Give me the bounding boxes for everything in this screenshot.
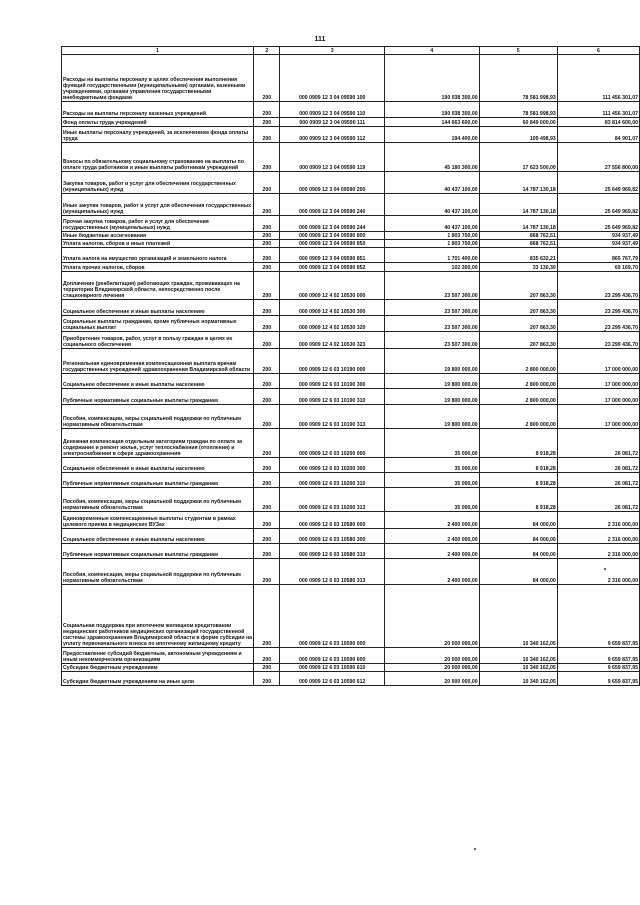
row-budget-code: 000 0909 12 6 03 10590 612 <box>280 672 385 686</box>
row-unexecuted-amount: 25 649 969,82 <box>557 172 639 194</box>
row-budget-code: 000 0909 12 4 02 10530 323 <box>280 332 385 349</box>
row-unexecuted-amount: 17 000 000,00 <box>557 349 639 374</box>
table-row <box>62 248 640 263</box>
row-executed-amount: 2 800 000,00 <box>479 405 557 429</box>
row-unexecuted-amount: 934 937,49 <box>557 232 639 240</box>
row-indicator-code: 200 <box>254 648 280 664</box>
row-approved-amount: 40 437 100,00 <box>384 216 479 232</box>
row-name: Социальное обеспечение и иные выплаты населению <box>62 300 254 316</box>
row-budget-code: 000 0909 12 3 04 09590 112 <box>280 127 385 143</box>
row-budget-code: 000 0909 12 4 02 10530 320 <box>280 316 385 332</box>
row-executed-amount: 33 130,30 <box>479 263 557 272</box>
table-row <box>62 529 640 544</box>
row-unexecuted-amount: 26 081,72 <box>557 473 639 488</box>
table-row <box>62 429 640 458</box>
row-name: Взносы по обязательному социальному страхованию на выплаты по оплате труда работников и иные выплаты работникам учреждений <box>62 143 254 172</box>
row-executed-amount: 14 787 130,18 <box>479 216 557 232</box>
row-budget-code: 000 0909 12 3 04 09590 119 <box>280 143 385 172</box>
row-executed-amount: 14 787 130,18 <box>479 194 557 216</box>
row-indicator-code: 200 <box>254 429 280 458</box>
table-row <box>62 118 640 127</box>
row-approved-amount: 35 000,00 <box>384 473 479 488</box>
row-indicator-code: 200 <box>254 300 280 316</box>
column-header: 2 <box>254 47 280 55</box>
table-row <box>62 300 640 316</box>
row-budget-code: 000 0909 12 3 04 09590 851 <box>280 248 385 263</box>
row-approved-amount: 2 400 000,00 <box>384 512 479 529</box>
row-executed-amount: 84 000,00 <box>479 544 557 559</box>
row-executed-amount: 84 000,00 <box>479 512 557 529</box>
row-budget-code: 000 0909 12 6 03 10590 000 <box>280 585 385 648</box>
row-unexecuted-amount: 17 000 000,00 <box>557 405 639 429</box>
row-executed-amount: 8 918,28 <box>479 458 557 473</box>
row-indicator-code: 200 <box>254 405 280 429</box>
row-unexecuted-amount: 2 316 000,00 <box>557 529 639 544</box>
row-executed-amount: 2 800 000,00 <box>479 374 557 389</box>
row-budget-code: 000 0909 12 3 04 09590 800 <box>280 232 385 240</box>
row-approved-amount: 40 437 100,00 <box>384 194 479 216</box>
row-executed-amount: 84 000,00 <box>479 529 557 544</box>
row-budget-code: 000 0909 12 6 03 10200 310 <box>280 473 385 488</box>
row-name: Денежная компенсация отдельным категориям граждан по оплате за содержание и ремонт жилья, услуг теплоснабжения (отопления) и электроснабжения в сфере здравоохранения <box>62 429 254 458</box>
table-row <box>62 585 640 648</box>
row-indicator-code: 200 <box>254 529 280 544</box>
row-executed-amount: 207 863,30 <box>479 300 557 316</box>
row-executed-amount: 2 800 000,00 <box>479 389 557 405</box>
row-budget-code: 000 0909 12 6 03 10580 300 <box>280 529 385 544</box>
row-indicator-code: 200 <box>254 458 280 473</box>
table-row <box>62 389 640 405</box>
row-indicator-code: 200 <box>254 672 280 686</box>
row-unexecuted-amount: 934 937,49 <box>557 240 639 248</box>
table-row <box>62 272 640 300</box>
row-indicator-code: 200 <box>254 172 280 194</box>
row-executed-amount: 10 340 162,05 <box>479 648 557 664</box>
row-name: Публичные нормативные социальные выплаты гражданам <box>62 544 254 559</box>
row-name: Публичные нормативные социальные выплаты гражданам <box>62 473 254 488</box>
table-row <box>62 143 640 172</box>
row-executed-amount: 109 498,93 <box>479 127 557 143</box>
row-name: Приобретение товаров, работ, услуг в пользу граждан в целях их социального обеспечения <box>62 332 254 349</box>
table-row <box>62 544 640 559</box>
row-approved-amount: 35 000,00 <box>384 488 479 512</box>
row-unexecuted-amount: 2 316 000,00 <box>557 544 639 559</box>
row-unexecuted-amount: 9 659 837,95 <box>557 672 639 686</box>
row-name: Расходы на выплаты персоналу казенных учреждений <box>62 102 254 118</box>
table-row <box>62 374 640 389</box>
table-row <box>62 512 640 529</box>
row-unexecuted-amount: 9 659 837,95 <box>557 664 639 672</box>
row-budget-code: 000 0909 12 3 04 09590 240 <box>280 194 385 216</box>
row-name: Прочая закупка товаров, работ и услуг для обеспечения государственных (муниципальных) нужд <box>62 216 254 232</box>
row-approved-amount: 1 803 700,00 <box>384 240 479 248</box>
row-indicator-code: 200 <box>254 240 280 248</box>
row-budget-code: 000 0909 12 6 03 10200 300 <box>280 458 385 473</box>
row-budget-code: 000 0909 12 4 02 10530 000 <box>280 272 385 300</box>
row-indicator-code: 200 <box>254 272 280 300</box>
row-approved-amount: 23 507 300,00 <box>384 272 479 300</box>
row-indicator-code: 200 <box>254 194 280 216</box>
row-unexecuted-amount: 84 901,07 <box>557 127 639 143</box>
row-indicator-code: 200 <box>254 216 280 232</box>
row-executed-amount: 2 800 000,00 <box>479 349 557 374</box>
row-executed-amount: 84 000,00 <box>479 559 557 585</box>
row-name: Доплачение (реабилитация) работающих граждан, проживающих на территории Владимирской области, непосредственно после стационарного лечения <box>62 272 254 300</box>
column-header: 3 <box>280 47 385 55</box>
row-approved-amount: 23 507 300,00 <box>384 300 479 316</box>
row-approved-amount: 2 400 000,00 <box>384 559 479 585</box>
table-row <box>62 240 640 248</box>
row-approved-amount: 45 180 300,00 <box>384 143 479 172</box>
row-executed-amount: 207 863,30 <box>479 332 557 349</box>
row-approved-amount: 40 437 100,00 <box>384 172 479 194</box>
row-executed-amount: 8 918,28 <box>479 429 557 458</box>
column-header: 4 <box>384 47 479 55</box>
table-row <box>62 473 640 488</box>
table-row <box>62 458 640 473</box>
row-indicator-code: 200 <box>254 512 280 529</box>
row-approved-amount: 35 000,00 <box>384 458 479 473</box>
row-budget-code: 000 0909 12 6 03 10190 310 <box>280 389 385 405</box>
row-indicator-code: 200 <box>254 349 280 374</box>
row-executed-amount: 207 863,30 <box>479 272 557 300</box>
row-indicator-code: 200 <box>254 127 280 143</box>
row-approved-amount: 20 000 000,00 <box>384 585 479 648</box>
table-row <box>62 194 640 216</box>
row-name: Уплата налогов, сборов и иных платежей <box>62 240 254 248</box>
row-budget-code: 000 0909 12 3 04 09590 850 <box>280 240 385 248</box>
row-unexecuted-amount: 83 814 600,00 <box>557 118 639 127</box>
table-row <box>62 488 640 512</box>
row-indicator-code: 200 <box>254 664 280 672</box>
row-approved-amount: 2 400 000,00 <box>384 529 479 544</box>
row-approved-amount: 20 000 000,00 <box>384 648 479 664</box>
scan-speck <box>474 848 476 850</box>
row-unexecuted-amount: 26 081,72 <box>557 488 639 512</box>
row-budget-code: 000 0909 12 3 04 09590 852 <box>280 263 385 272</box>
row-name: Субсидии бюджетным учреждениям на иные цели <box>62 672 254 686</box>
table-row <box>62 127 640 143</box>
row-name: Иные выплаты персоналу учреждений, за исключением фонда оплаты труда <box>62 127 254 143</box>
table-row <box>62 349 640 374</box>
row-name: Социальная поддержка при ипотечном жилищном кредитовании медицинских работников медицинских организаций государственной системы здравоохранения Владимирской области в форме субсидии на уплату первоначального взноса по ипотечному жилищному кредиту <box>62 585 254 648</box>
row-approved-amount: 102 300,00 <box>384 263 479 272</box>
row-indicator-code: 200 <box>254 232 280 240</box>
row-approved-amount: 35 000,00 <box>384 429 479 458</box>
table-row <box>62 55 640 102</box>
row-indicator-code: 200 <box>254 143 280 172</box>
row-name: Пособия, компенсации, меры социальной поддержки по публичным нормативным обязательствам <box>62 488 254 512</box>
row-approved-amount: 19 800 000,00 <box>384 349 479 374</box>
row-unexecuted-amount: 17 000 000,00 <box>557 389 639 405</box>
row-budget-code: 000 0909 12 4 02 10530 300 <box>280 300 385 316</box>
row-name: Социальное обеспечение и иные выплаты населению <box>62 458 254 473</box>
row-approved-amount: 190 038 300,00 <box>384 102 479 118</box>
row-unexecuted-amount: 25 649 969,82 <box>557 194 639 216</box>
scan-speck <box>604 568 606 570</box>
scan-speck <box>604 330 606 332</box>
row-name: Иные закупки товаров, работ и услуг для обеспечения государственных (муниципальных) нужд <box>62 194 254 216</box>
row-name: Социальное обеспечение и иные выплаты населению <box>62 374 254 389</box>
row-approved-amount: 2 400 000,00 <box>384 544 479 559</box>
row-name: Закупка товаров, работ и услуг для обеспечения государственных (муниципальных) нужд <box>62 172 254 194</box>
row-indicator-code: 200 <box>254 585 280 648</box>
row-unexecuted-amount: 27 556 800,00 <box>557 143 639 172</box>
row-indicator-code: 200 <box>254 316 280 332</box>
row-unexecuted-amount: 26 081,72 <box>557 458 639 473</box>
row-indicator-code: 200 <box>254 263 280 272</box>
row-executed-amount: 78 581 998,93 <box>479 55 557 102</box>
row-unexecuted-amount: 23 299 436,70 <box>557 272 639 300</box>
row-executed-amount: 207 863,30 <box>479 316 557 332</box>
row-budget-code: 000 0909 12 3 04 09590 244 <box>280 216 385 232</box>
row-executed-amount: 17 623 500,00 <box>479 143 557 172</box>
table-row <box>62 263 640 272</box>
row-executed-amount: 60 849 000,00 <box>479 118 557 127</box>
row-name: Расходы на выплаты персоналу в целях обеспечения выполнения функций государственными (муниципальными) органами, казенными учреждениями, органами управления государственными внебюджетными фондами <box>62 55 254 102</box>
page-number: 111 <box>314 36 326 43</box>
column-header: 6 <box>557 47 639 55</box>
row-executed-amount: 14 787 130,18 <box>479 172 557 194</box>
row-budget-code: 000 0909 12 6 03 10200 000 <box>280 429 385 458</box>
row-budget-code: 000 0909 12 6 03 10190 000 <box>280 349 385 374</box>
table-row <box>62 316 640 332</box>
row-name: Фонд оплаты труда учреждений <box>62 118 254 127</box>
row-indicator-code: 200 <box>254 389 280 405</box>
row-indicator-code: 200 <box>254 118 280 127</box>
row-approved-amount: 23 507 300,00 <box>384 332 479 349</box>
row-name: Уплата налога на имущество организаций и земельного налога <box>62 248 254 263</box>
row-name: Иные бюджетные ассигнования <box>62 232 254 240</box>
table-row <box>62 664 640 672</box>
row-budget-code: 000 0909 12 6 03 10590 600 <box>280 648 385 664</box>
row-approved-amount: 20 000 000,00 <box>384 672 479 686</box>
row-budget-code: 000 0909 12 3 04 09590 110 <box>280 102 385 118</box>
table-row <box>62 232 640 240</box>
row-indicator-code: 200 <box>254 488 280 512</box>
row-indicator-code: 200 <box>254 55 280 102</box>
row-unexecuted-amount: 23 299 436,70 <box>557 316 639 332</box>
row-unexecuted-amount: 17 000 000,00 <box>557 374 639 389</box>
row-unexecuted-amount: 23 299 436,70 <box>557 300 639 316</box>
row-approved-amount: 1 803 700,00 <box>384 232 479 240</box>
row-budget-code: 000 0909 12 3 04 09590 100 <box>280 55 385 102</box>
row-executed-amount: 868 762,51 <box>479 232 557 240</box>
row-approved-amount: 194 400,00 <box>384 127 479 143</box>
column-header: 5 <box>479 47 557 55</box>
row-name: Социальные выплаты гражданам, кроме публичных нормативных социальных выплат <box>62 316 254 332</box>
row-approved-amount: 144 663 600,00 <box>384 118 479 127</box>
row-executed-amount: 10 340 162,05 <box>479 585 557 648</box>
row-unexecuted-amount: 26 081,72 <box>557 429 639 458</box>
row-approved-amount: 20 000 000,00 <box>384 664 479 672</box>
row-indicator-code: 200 <box>254 473 280 488</box>
row-executed-amount: 10 340 162,05 <box>479 672 557 686</box>
row-budget-code: 000 0909 12 3 04 09590 200 <box>280 172 385 194</box>
row-budget-code: 000 0909 12 6 03 10580 313 <box>280 559 385 585</box>
row-budget-code: 000 0909 12 6 03 10200 313 <box>280 488 385 512</box>
row-unexecuted-amount: 2 316 000,00 <box>557 512 639 529</box>
row-executed-amount: 8 918,28 <box>479 473 557 488</box>
row-budget-code: 000 0909 12 6 03 10590 610 <box>280 664 385 672</box>
row-indicator-code: 200 <box>254 544 280 559</box>
row-approved-amount: 19 800 000,00 <box>384 389 479 405</box>
row-unexecuted-amount: 865 767,79 <box>557 248 639 263</box>
row-unexecuted-amount: 9 659 837,95 <box>557 585 639 648</box>
row-budget-code: 000 0909 12 6 03 10190 300 <box>280 374 385 389</box>
budget-table <box>61 46 640 686</box>
row-name: Региональная единовременная компенсационная выплата врачам государственных учреждений здравоохранения Владимирской области <box>62 349 254 374</box>
row-approved-amount: 190 038 300,00 <box>384 55 479 102</box>
row-name: Уплата прочих налогов, сборов <box>62 263 254 272</box>
row-indicator-code: 200 <box>254 332 280 349</box>
row-unexecuted-amount: 111 456 301,07 <box>557 55 639 102</box>
row-name: Предоставление субсидий бюджетным, автономным учреждениям и иным некоммерческим организациям <box>62 648 254 664</box>
row-indicator-code: 200 <box>254 374 280 389</box>
table-row <box>62 172 640 194</box>
row-name: Пособия, компенсации, меры социальной поддержки по публичным нормативным обязательствам <box>62 405 254 429</box>
row-unexecuted-amount: 111 456 301,07 <box>557 102 639 118</box>
table-row <box>62 559 640 585</box>
row-executed-amount: 835 632,21 <box>479 248 557 263</box>
row-unexecuted-amount: 23 299 436,70 <box>557 332 639 349</box>
row-indicator-code: 200 <box>254 248 280 263</box>
row-budget-code: 000 0909 12 6 03 10580 000 <box>280 512 385 529</box>
row-unexecuted-amount: 25 649 969,82 <box>557 216 639 232</box>
row-indicator-code: 200 <box>254 559 280 585</box>
row-budget-code: 000 0909 12 6 03 10580 310 <box>280 544 385 559</box>
table-row <box>62 672 640 686</box>
row-budget-code: 000 0909 12 3 04 09590 111 <box>280 118 385 127</box>
row-unexecuted-amount: 2 316 000,00 <box>557 559 639 585</box>
table-row <box>62 405 640 429</box>
table-row <box>62 102 640 118</box>
row-name: Пособия, компенсация, меры социальной поддержки по публичным нормативным обязательствам <box>62 559 254 585</box>
table-row <box>62 332 640 349</box>
row-unexecuted-amount: 9 659 837,95 <box>557 648 639 664</box>
row-name: Единовременные компенсационные выплаты студентам в рамках целевого приема в медицинских ВУЗах <box>62 512 254 529</box>
row-name: Субсидии бюджетным учреждениям <box>62 664 254 672</box>
row-unexecuted-amount: 69 169,70 <box>557 263 639 272</box>
row-indicator-code: 200 <box>254 102 280 118</box>
header-row <box>62 47 640 55</box>
row-approved-amount: 19 800 000,00 <box>384 405 479 429</box>
row-approved-amount: 19 800 000,00 <box>384 374 479 389</box>
row-executed-amount: 8 918,28 <box>479 488 557 512</box>
column-header: 1 <box>62 47 254 55</box>
row-approved-amount: 1 701 400,00 <box>384 248 479 263</box>
row-approved-amount: 23 507 300,00 <box>384 316 479 332</box>
row-executed-amount: 868 762,51 <box>479 240 557 248</box>
row-name: Публичные нормативные социальные выплаты гражданам <box>62 389 254 405</box>
table-row <box>62 648 640 664</box>
row-executed-amount: 78 581 998,93 <box>479 102 557 118</box>
row-budget-code: 000 0909 12 6 03 10190 313 <box>280 405 385 429</box>
table-row <box>62 216 640 232</box>
row-name: Социальное обеспечение и иные выплаты населению <box>62 529 254 544</box>
row-executed-amount: 10 340 162,05 <box>479 664 557 672</box>
